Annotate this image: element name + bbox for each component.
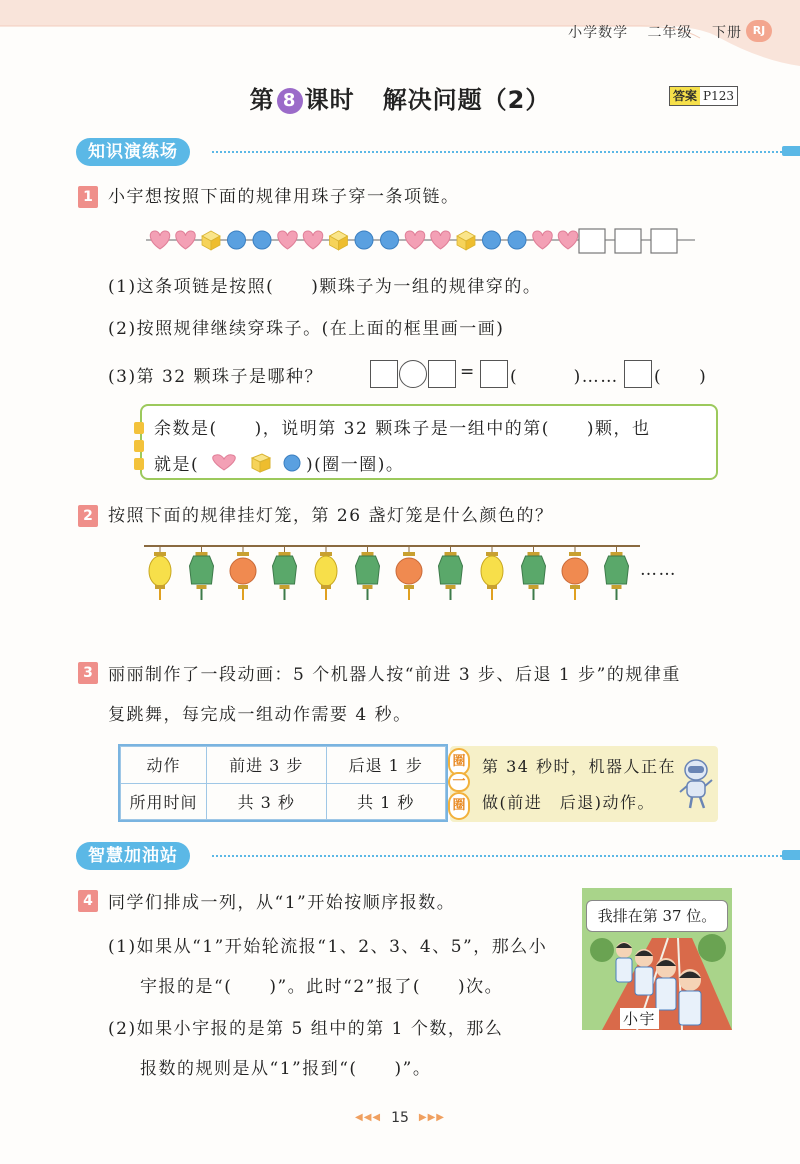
lantern-orange-icon	[562, 546, 588, 600]
q4-part2-line-1: (2)如果小宇报的是第 5 组中的第 1 个数，那么	[108, 1019, 504, 1039]
section-divider	[212, 855, 782, 857]
q4-part1-line-2: 宇报的是“( )”。此时“2”报了( )次。	[140, 977, 504, 997]
heart-bead-icon	[278, 231, 297, 249]
section-practice-bar	[76, 138, 190, 166]
heart-bead-icon	[405, 231, 424, 249]
subject-label: 小学数学	[568, 25, 629, 41]
hint-clip	[134, 458, 144, 470]
question-number-1: 1	[78, 186, 98, 208]
student-name-label: 小宇	[620, 1008, 659, 1029]
sphere-bead-icon	[381, 231, 399, 249]
sphere-bead-icon	[284, 455, 300, 471]
table-cell: 前进 3 步	[207, 747, 327, 784]
section-challenge-bar	[76, 842, 190, 870]
lantern-row	[140, 540, 660, 606]
question-number-4: 4	[78, 890, 98, 912]
lesson-number-badge: 8	[277, 88, 303, 114]
q2-stem: 按照下面的规律挂灯笼，第 26 盏灯笼是什么颜色的？	[108, 506, 554, 526]
circle-line-2[interactable]: 做(前进 后退)动作。	[482, 793, 655, 812]
edition-badge: RJ	[746, 20, 772, 42]
cube-bead-icon	[202, 231, 220, 250]
sphere-bead-icon	[253, 231, 271, 249]
answer-box[interactable]	[370, 360, 398, 388]
q4-part2-line-2: 报数的规则是从“1”报到“( )”。	[140, 1059, 432, 1079]
cube-bead-icon	[252, 454, 270, 472]
circle-tag: 圈	[448, 748, 470, 776]
cube-bead-icon	[457, 231, 475, 250]
table-header-cell: 所用时间	[121, 783, 207, 820]
lantern-green-icon	[522, 546, 546, 600]
page-number: 15	[391, 1110, 409, 1126]
lantern-yellow-icon	[149, 546, 171, 600]
q3-stem-line-2: 复跳舞，每完成一组动作需要 4 秒。	[108, 705, 412, 725]
lantern-green-icon	[356, 546, 380, 600]
lantern-green-icon	[273, 546, 297, 600]
pencil-icon	[782, 146, 800, 156]
lantern-orange-icon	[230, 546, 256, 600]
hint-line-1: 余数是( )，说明第 32 颗珠子是一组中的第( )颗，也	[154, 419, 651, 439]
quotient-paren[interactable]: ( )……	[510, 367, 619, 387]
q4-stem: 同学们排成一列，从“1”开始按顺序报数。	[108, 893, 456, 913]
lantern-green-icon	[439, 546, 463, 600]
table-cell: 后退 1 步	[326, 747, 446, 784]
lantern-orange-icon	[396, 546, 422, 600]
q1-part3: (3)第 32 颗珠子是哪种？	[108, 367, 324, 387]
hint-line-2-start: 就是(	[154, 455, 200, 475]
sphere-bead-icon	[508, 231, 526, 249]
lantern-green-icon	[605, 546, 629, 600]
question-number-2: 2	[78, 505, 98, 527]
lesson-prefix: 第	[249, 86, 275, 114]
pencil-icon	[782, 850, 800, 860]
q4-part1-line-1: (1)如果从“1”开始轮流报“1、2、3、4、5”，那么小	[108, 937, 548, 957]
answer-box[interactable]	[624, 360, 652, 388]
header-info	[554, 22, 742, 42]
sphere-bead-icon	[355, 231, 373, 249]
section-practice-title: 知识演练场	[76, 138, 190, 166]
heart-bead-icon	[533, 231, 552, 249]
heart-bead-icon	[303, 231, 322, 249]
action-time-table	[118, 744, 448, 822]
lesson-title-text: 解决问题（2）	[382, 86, 551, 114]
q1-part2: (2)按照规律继续穿珠子。(在上面的框里画一画)	[108, 319, 505, 339]
table-cell: 共 3 秒	[207, 783, 327, 820]
grade-label: 二年级	[647, 25, 693, 41]
circle-line-1: 第 34 秒时，机器人正在	[482, 757, 677, 776]
q3-stem-line-1: 丽丽制作了一段动画：5 个机器人按“前进 3 步、后退 1 步”的规律重	[108, 665, 681, 685]
table-row	[121, 783, 446, 820]
speech-bubble: 我排在第 37 位。	[586, 900, 728, 932]
sphere-bead-icon	[228, 231, 246, 249]
lantern-green-icon	[190, 546, 214, 600]
sphere-bead-icon	[483, 231, 501, 249]
empty-bead-box[interactable]	[651, 229, 677, 253]
section-challenge-title: 智慧加油站	[76, 842, 190, 870]
hint-clip	[134, 440, 144, 452]
answer-label: 答案	[670, 87, 700, 105]
empty-bead-box[interactable]	[579, 229, 605, 253]
answer-tag[interactable]	[669, 86, 738, 106]
circle-tag: 一	[448, 772, 470, 792]
hint-line-2-end: )(圈一圈)。	[306, 455, 405, 475]
section-divider	[212, 151, 782, 153]
heart-bead-icon	[431, 231, 450, 249]
bead-necklace	[140, 220, 700, 260]
hint-clip	[134, 422, 144, 434]
table-cell: 共 1 秒	[326, 783, 446, 820]
q1-stem: 小宇想按照下面的规律用珠子穿一条项链。	[108, 187, 460, 207]
heart-bead-icon	[150, 231, 169, 249]
lantern-yellow-icon	[481, 546, 503, 600]
table-row	[121, 747, 446, 784]
robot-icon	[678, 756, 714, 812]
heart-bead-icon	[213, 455, 236, 470]
cube-bead-icon	[330, 231, 348, 250]
answer-box[interactable]	[480, 360, 508, 388]
bead-choices[interactable]	[206, 452, 306, 474]
right-arrows-icon: ▶▶▶	[418, 1112, 445, 1123]
heart-bead-icon	[176, 231, 195, 249]
page-footer	[0, 1110, 800, 1126]
lesson-suffix: 课时	[304, 86, 355, 114]
answer-box[interactable]	[428, 360, 456, 388]
circle-tag: 圈	[448, 792, 470, 820]
q1-part1: (1)这条项链是按照( )颗珠子为一组的规律穿的。	[108, 277, 542, 297]
remainder-paren[interactable]: ( )	[654, 367, 708, 387]
question-number-3: 3	[78, 662, 98, 684]
operator-circle[interactable]	[399, 360, 427, 388]
lantern-ellipsis: ……	[640, 560, 677, 580]
equals-sign: =	[460, 362, 476, 382]
lantern-yellow-icon	[315, 546, 337, 600]
empty-bead-box[interactable]	[615, 229, 641, 253]
table-header-cell: 动作	[121, 747, 207, 784]
answer-page: P123	[700, 87, 737, 105]
volume-label: 下册	[712, 25, 742, 41]
left-arrows-icon: ◀◀◀	[355, 1112, 382, 1123]
heart-bead-icon	[558, 231, 577, 249]
